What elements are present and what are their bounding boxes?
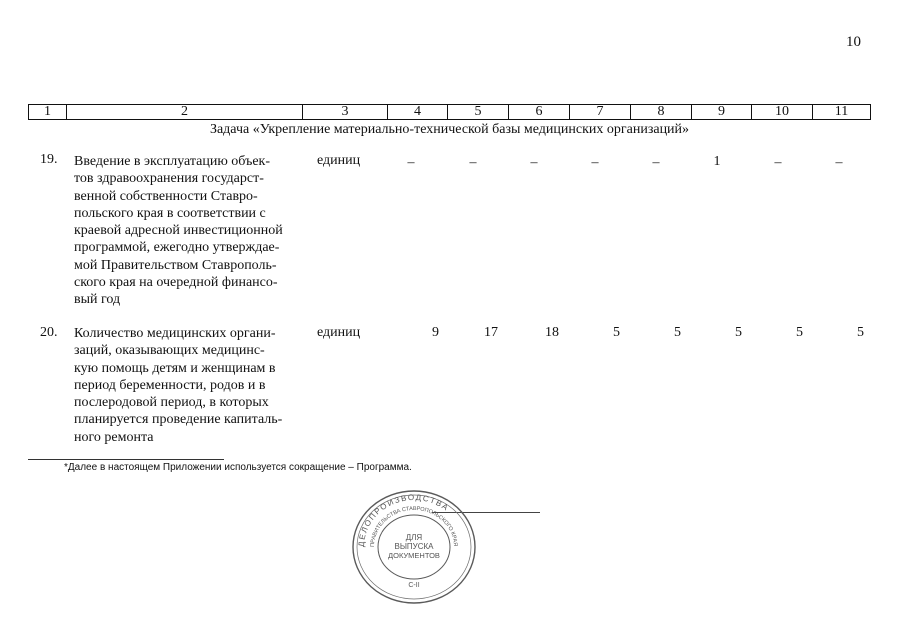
description-line: польского края в соответствии с	[74, 205, 266, 221]
description-line: мой Правительством Ставрополь-	[74, 257, 277, 273]
description-line: период беременности, родов и в	[74, 377, 266, 393]
column-number: 5	[448, 105, 509, 120]
column-number: 11	[813, 105, 871, 120]
row-value: –	[591, 155, 599, 170]
description-line: заций, оказывающих медицинс-	[74, 343, 265, 359]
column-number: 3	[303, 105, 388, 120]
row-value: 5	[613, 325, 620, 340]
row-value: 1	[713, 154, 721, 169]
footnote: *Далее в настоящем Приложении используется сокращение – Программа.	[64, 462, 412, 473]
row-number: 19.	[40, 152, 58, 167]
column-number: 8	[631, 105, 692, 120]
row-value: 17	[484, 325, 498, 340]
description-line: программой, ежегодно утверждае-	[74, 240, 280, 256]
svg-text:ДЕЛОПРОИЗВОДСТВА	[357, 493, 451, 547]
column-number: 7	[570, 105, 631, 120]
row-value: –	[407, 155, 415, 170]
column-number-header	[28, 104, 871, 120]
description-line: краевой адресной инвестиционной	[74, 223, 283, 239]
column-number: 4	[388, 105, 448, 120]
description-line: Количество медицинских органи-	[74, 326, 276, 341]
row-value: 5	[735, 325, 742, 340]
stamp-center-line: ДОКУМЕНТОВ	[388, 551, 440, 560]
stamp-center-line: ВЫПУСКА	[394, 542, 434, 551]
row-number: 20.	[40, 325, 58, 340]
row-value: –	[835, 155, 843, 170]
description-line: вый год	[74, 292, 121, 308]
stamp-center-line: ДЛЯ	[405, 533, 423, 542]
row-value: 5	[857, 325, 864, 340]
description-line: кую помощь детям и женщинам в	[74, 360, 276, 376]
description-line: Введение в эксплуатацию объек-	[74, 154, 270, 169]
row-value: –	[774, 155, 782, 170]
row-value: 5	[674, 325, 681, 340]
stamp-code: С-II	[408, 582, 420, 589]
row-description	[74, 153, 296, 309]
column-number: 2	[67, 105, 303, 120]
stamp-outer-text: ДЕЛОПРОИЗВОДСТВА	[356, 492, 451, 548]
column-number: 1	[29, 105, 67, 120]
stamp-inner-text: ПРАВИТЕЛЬСТВА СТАВРОПОЛЬСКОГО КРАЯ	[369, 505, 459, 548]
column-number: 6	[509, 105, 570, 120]
row-value: 18	[545, 325, 559, 340]
row-value: –	[469, 155, 477, 170]
row-value: –	[652, 155, 660, 170]
description-line: венной собственности Ставро-	[74, 188, 258, 204]
description-line: ского края на очередной финансо-	[74, 275, 278, 291]
description-line: планируется проведение капиталь-	[74, 412, 283, 428]
row-value: 5	[796, 325, 803, 340]
row-unit: единиц	[317, 153, 361, 168]
page-number: 10	[846, 34, 861, 50]
footnote-separator	[28, 459, 224, 460]
column-number: 10	[752, 105, 813, 120]
description-line: ного ремонта	[74, 429, 154, 445]
row-value: 9	[432, 325, 439, 340]
description-line: послеродовой период, в которых	[74, 395, 269, 411]
task-title: Задача «Укрепление материально-технической базы медицинских организаций»	[209, 122, 690, 137]
row-value: –	[530, 155, 538, 170]
description-line: тов здравоохранения государст-	[74, 171, 264, 187]
column-number: 9	[692, 105, 752, 120]
row-unit: единиц	[317, 325, 361, 340]
row-description	[74, 325, 296, 446]
seal-stamp	[350, 488, 478, 606]
